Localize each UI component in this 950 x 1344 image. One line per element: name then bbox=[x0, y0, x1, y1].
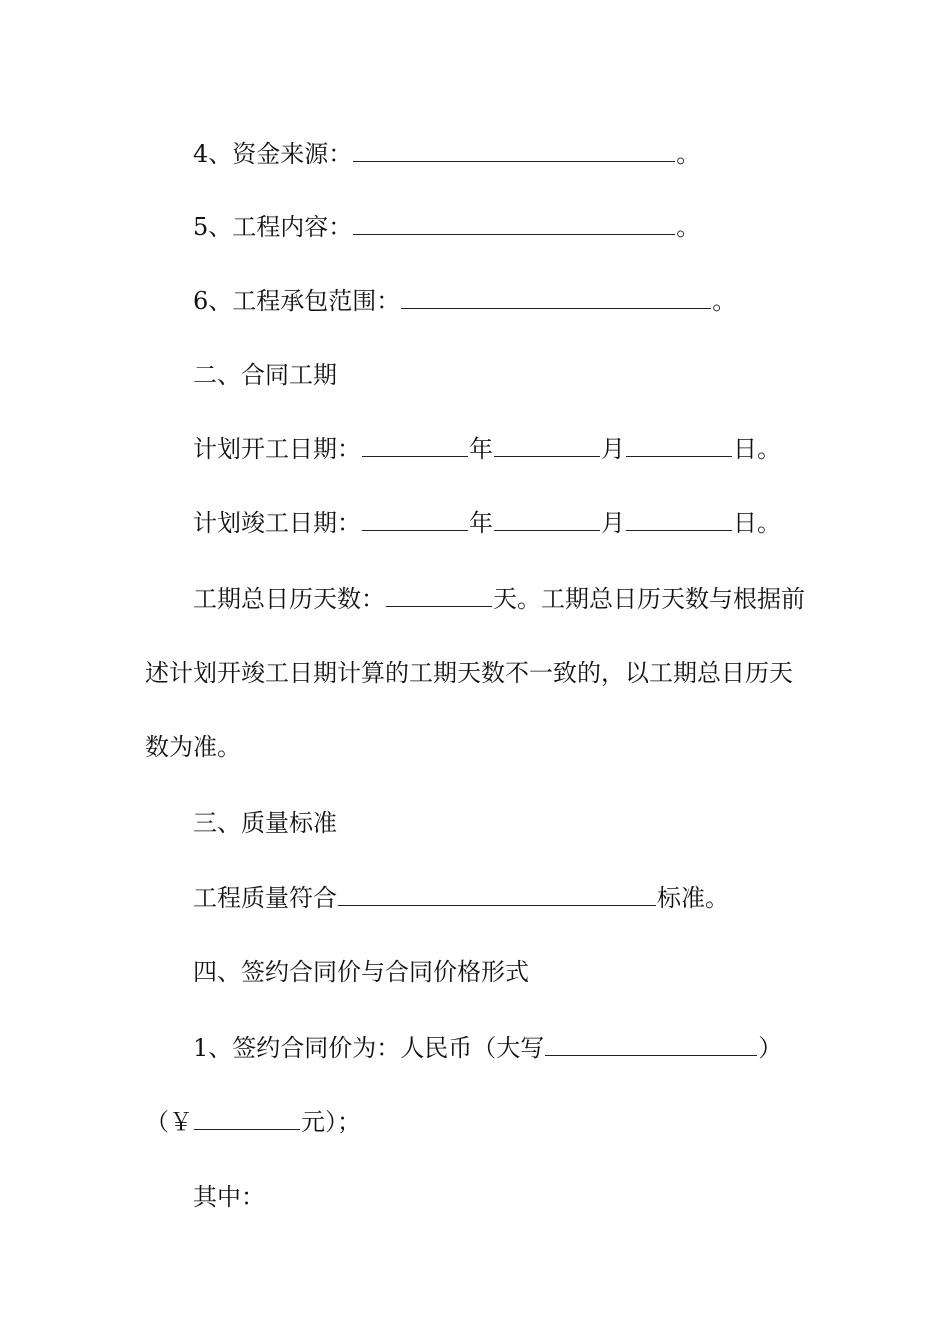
contract-scope-label: 6、工程承包范围： bbox=[193, 287, 401, 315]
quality-standard-end: 标准。 bbox=[657, 884, 729, 912]
contract-price-amount-label: （￥ bbox=[145, 1108, 193, 1136]
total-days-blank[interactable] bbox=[386, 586, 492, 607]
start-day-unit: 日。 bbox=[733, 435, 781, 463]
planned-start-label: 计划开工日期： bbox=[193, 435, 361, 463]
project-content-line bbox=[193, 212, 700, 242]
project-content-label: 5、工程内容： bbox=[193, 213, 353, 241]
quality-standard-line bbox=[193, 883, 729, 913]
completion-month-blank[interactable] bbox=[494, 510, 600, 531]
section-two-title: 二、合同工期 bbox=[193, 361, 337, 389]
completion-month-unit: 月 bbox=[601, 509, 625, 537]
funding-source-blank[interactable] bbox=[353, 141, 675, 162]
paragraph-continuation-text: 述计划开竣工日期计算的工期天数不一致的，以工期总日历天 bbox=[145, 659, 793, 687]
start-month-blank[interactable] bbox=[494, 436, 600, 457]
funding-source-line bbox=[193, 139, 700, 169]
paragraph-continuation-line bbox=[145, 658, 793, 688]
start-year-blank[interactable] bbox=[362, 436, 468, 457]
section-two-heading bbox=[193, 360, 337, 390]
contract-price-amount-line bbox=[145, 1107, 361, 1137]
planned-start-line bbox=[193, 434, 781, 464]
contract-price-line bbox=[193, 1033, 782, 1063]
funding-source-end: 。 bbox=[676, 140, 701, 168]
quality-standard-label: 工程质量符合 bbox=[193, 884, 337, 912]
section-three-heading bbox=[193, 808, 337, 838]
section-four-heading bbox=[193, 957, 529, 987]
contract-price-close: ） bbox=[758, 1034, 783, 1062]
quality-standard-blank[interactable] bbox=[338, 885, 656, 906]
contract-scope-end: 。 bbox=[712, 287, 737, 315]
paragraph-end-line bbox=[145, 732, 241, 762]
among-which-line bbox=[193, 1182, 265, 1212]
contract-price-amount-blank[interactable] bbox=[194, 1109, 300, 1130]
total-days-line bbox=[193, 584, 805, 614]
start-year-unit: 年 bbox=[469, 435, 493, 463]
planned-completion-line bbox=[193, 508, 781, 538]
contract-price-amount-end: 元）； bbox=[301, 1108, 361, 1136]
total-days-label: 工期总日历天数： bbox=[193, 585, 385, 613]
contract-price-words-blank[interactable] bbox=[545, 1035, 757, 1056]
completion-day-unit: 日。 bbox=[733, 509, 781, 537]
completion-day-blank[interactable] bbox=[626, 510, 732, 531]
total-days-text: 天。工期总日历天数与根据前 bbox=[493, 585, 805, 613]
contract-price-label: 1、签约合同价为：人民币（大写 bbox=[193, 1034, 545, 1062]
paragraph-end-text: 数为准。 bbox=[145, 733, 241, 761]
section-three-title: 三、质量标准 bbox=[193, 809, 337, 837]
contract-scope-blank[interactable] bbox=[401, 288, 711, 309]
section-four-title: 四、签约合同价与合同价格形式 bbox=[193, 958, 529, 986]
contract-scope-line bbox=[193, 286, 736, 316]
project-content-end: 。 bbox=[676, 213, 701, 241]
funding-source-label: 4、资金来源： bbox=[193, 140, 353, 168]
project-content-blank[interactable] bbox=[353, 214, 675, 235]
among-which-text: 其中： bbox=[193, 1183, 265, 1211]
start-month-unit: 月 bbox=[601, 435, 625, 463]
completion-year-unit: 年 bbox=[469, 509, 493, 537]
start-day-blank[interactable] bbox=[626, 436, 732, 457]
completion-year-blank[interactable] bbox=[362, 510, 468, 531]
planned-completion-label: 计划竣工日期： bbox=[193, 509, 361, 537]
